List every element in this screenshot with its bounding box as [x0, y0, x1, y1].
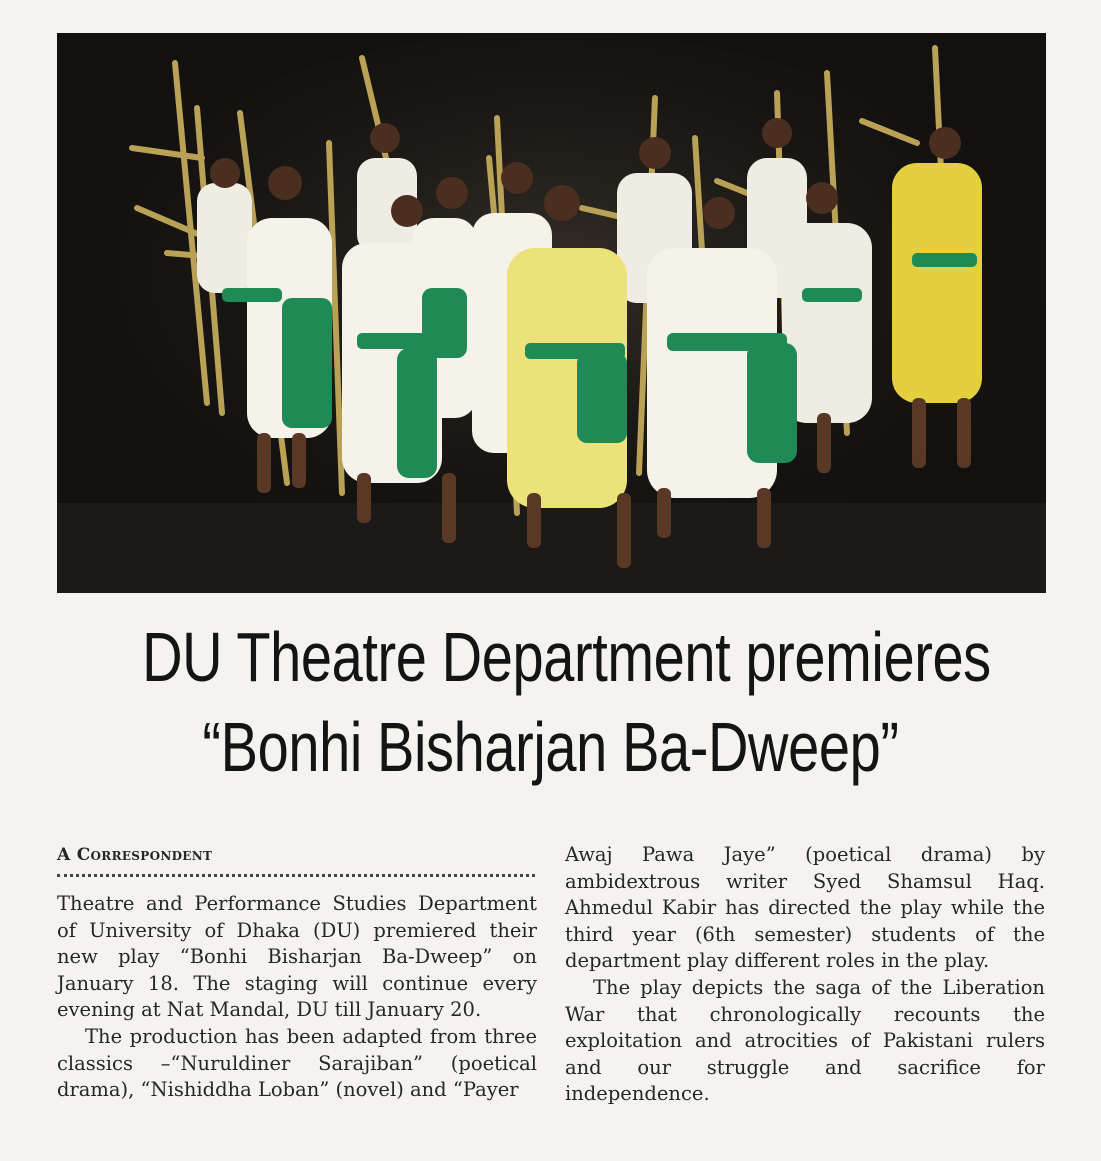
- byline: A Correspondent: [57, 845, 213, 865]
- article-paragraph-2-continued: Awaj Pawa Jaye” (poetical drama) by ambidextrous writer Syed Shamsul Haq. Ahmedul Kabir has directed the play while the third year (6th semester) students of the department play different roles in the play.: [565, 843, 1045, 973]
- headline-line-2: “Bonhi Bisharjan Ba-Dweep”: [202, 708, 899, 786]
- headline: [142, 612, 991, 792]
- article-column-left: [57, 842, 537, 1104]
- stage-performance-photo: [57, 33, 1046, 593]
- byline-divider: [57, 874, 535, 877]
- article-paragraph-2: [57, 1024, 537, 1104]
- headline-line-1: DU Theatre Department premieres: [142, 618, 991, 696]
- article-paragraph-2-text: The production has been adapted from three classics –“Nuruldiner Sarajiban” (poetical drama), “Nishiddha Loban” (novel) and “Payer: [57, 1024, 537, 1102]
- article-column-right: [565, 842, 1045, 1108]
- article-paragraph-3: The play depicts the saga of the Liberation War that chronologically recounts the exploitation and atrocities of Pakistani rulers and our struggle and sacrifice for independence.: [565, 975, 1045, 1106]
- article-paragraph-1: Theatre and Performance Studies Department of University of Dhaka (DU) premiered their new play “Bonhi Bisharjan Ba-Dweep” on January 18. The staging will continue every evening at Nat Mandal, DU till January 20.: [57, 892, 537, 1022]
- stage-performance-photo-icon: [57, 33, 1046, 593]
